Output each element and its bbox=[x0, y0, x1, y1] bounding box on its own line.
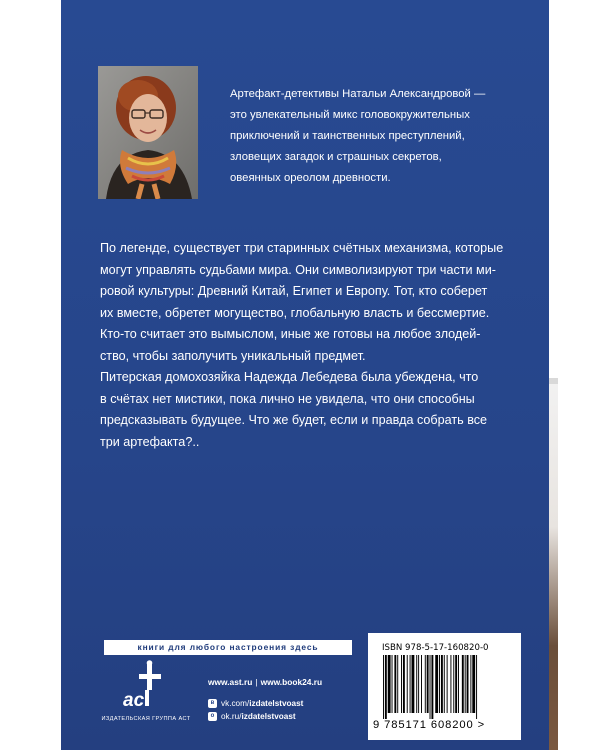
author-intro bbox=[230, 84, 530, 189]
social-links bbox=[208, 697, 303, 723]
annotation-line: По легенде, существует три старинных счётных механизма, которые bbox=[100, 241, 504, 255]
barcode-bar bbox=[439, 655, 440, 713]
annotation-line: могут управлять судьбами мира. Они символизируют три части ми- bbox=[100, 262, 496, 277]
svg-text:ac: ac bbox=[123, 690, 145, 710]
ast-logo bbox=[117, 660, 173, 710]
barcode-bar bbox=[383, 655, 384, 719]
ok-prefix: ok.ru/ bbox=[221, 712, 242, 721]
barcode-bar bbox=[425, 655, 426, 713]
intro-line: это увлекательный микс головокружительных bbox=[230, 109, 470, 121]
barcode-bar bbox=[397, 655, 398, 713]
barcode-bar bbox=[416, 655, 417, 713]
annotation-line: их вместе, обретет могущество, глобальную власть и бессмертие. bbox=[100, 305, 490, 320]
annotation-line: Кто-то считает это вымыслом, иные же готовы на любое злодей- bbox=[100, 327, 481, 341]
annotation-line: ство, чтобы заполучить уникальный предмет. bbox=[100, 348, 366, 363]
barcode-bar bbox=[401, 655, 402, 713]
intro-line: приключений и таинственных преступлений, bbox=[230, 130, 465, 142]
isbn-number: ISBN 978-5-17-160820-0 bbox=[382, 643, 489, 653]
barcode-bar bbox=[385, 655, 387, 719]
author-photo bbox=[98, 66, 198, 199]
barcode-bar bbox=[470, 655, 471, 713]
annotation-line: ровой культуры: Древний Китай, Египет и Европу. Тот, кто соберет bbox=[100, 284, 488, 298]
barcode-bar bbox=[458, 655, 459, 713]
barcode-bar bbox=[407, 655, 408, 713]
ok-link[interactable] bbox=[208, 710, 303, 723]
barcode-bar bbox=[467, 655, 469, 713]
book-page-edge bbox=[549, 378, 558, 750]
vk-icon: в bbox=[208, 699, 217, 708]
barcode-bar bbox=[447, 655, 448, 713]
barcode-bar bbox=[410, 655, 411, 713]
ok-handle: izdatelstvoast bbox=[241, 712, 296, 721]
barcode-bar bbox=[435, 655, 438, 713]
intro-line: Артефакт-детективы Натальи Александровой — bbox=[230, 88, 486, 100]
barcode-bar bbox=[450, 655, 451, 713]
annotation-line: в счётах нет мистики, пока лично не увидела, что они способны bbox=[100, 391, 475, 406]
barcode-bar bbox=[418, 655, 419, 713]
slogan-banner: книги для любого настроения здесь bbox=[104, 640, 352, 655]
barcode-bar bbox=[453, 655, 454, 713]
barcode-bars bbox=[373, 655, 517, 719]
site-link-ast[interactable]: www.ast.ru bbox=[208, 677, 253, 687]
ean-digits: 9 785171 608200 > bbox=[373, 719, 486, 731]
barcode-bar bbox=[412, 655, 415, 713]
barcode-bar bbox=[472, 655, 475, 713]
annotation-line: Питерская домохозяйка Надежда Лебедева была убеждена, что bbox=[100, 370, 479, 384]
barcode-bar bbox=[465, 655, 466, 713]
barcode-bar bbox=[476, 655, 477, 719]
book-annotation bbox=[100, 238, 504, 453]
barcode-bar bbox=[394, 655, 396, 713]
vk-link[interactable] bbox=[208, 697, 303, 710]
barcode-bar bbox=[392, 655, 393, 713]
barcode-bar bbox=[427, 655, 429, 713]
vk-prefix: vk.com/ bbox=[221, 699, 250, 708]
site-separator: | bbox=[255, 677, 258, 687]
barcode-bar bbox=[455, 655, 457, 713]
ok-icon: о bbox=[208, 712, 217, 721]
barcode-bar bbox=[430, 655, 431, 719]
book-page-edge-top bbox=[549, 378, 558, 384]
barcode-bar bbox=[403, 655, 405, 713]
annotation-line: предсказывать будущее. Что же будет, если и правда собрать все bbox=[100, 413, 488, 427]
barcode-bar bbox=[441, 655, 443, 713]
barcode-bar bbox=[431, 655, 433, 719]
barcode-bar bbox=[421, 655, 422, 713]
barcode-block bbox=[368, 633, 521, 740]
site-link-book24[interactable]: www.book24.ru bbox=[260, 677, 323, 687]
annotation-line: три артефакта?.. bbox=[100, 434, 200, 449]
barcode-bar bbox=[388, 655, 391, 713]
intro-line: овеянных ореолом древности. bbox=[230, 172, 391, 184]
publisher-websites bbox=[208, 677, 322, 687]
intro-line: зловещих загадок и страшных секретов, bbox=[230, 151, 442, 163]
vk-handle: izdatelstvoast bbox=[249, 699, 304, 708]
publisher-group-name: ИЗДАТЕЛЬСКАЯ ГРУППА АСТ bbox=[101, 716, 191, 722]
barcode-bar bbox=[444, 655, 445, 713]
barcode-bar bbox=[462, 655, 464, 713]
